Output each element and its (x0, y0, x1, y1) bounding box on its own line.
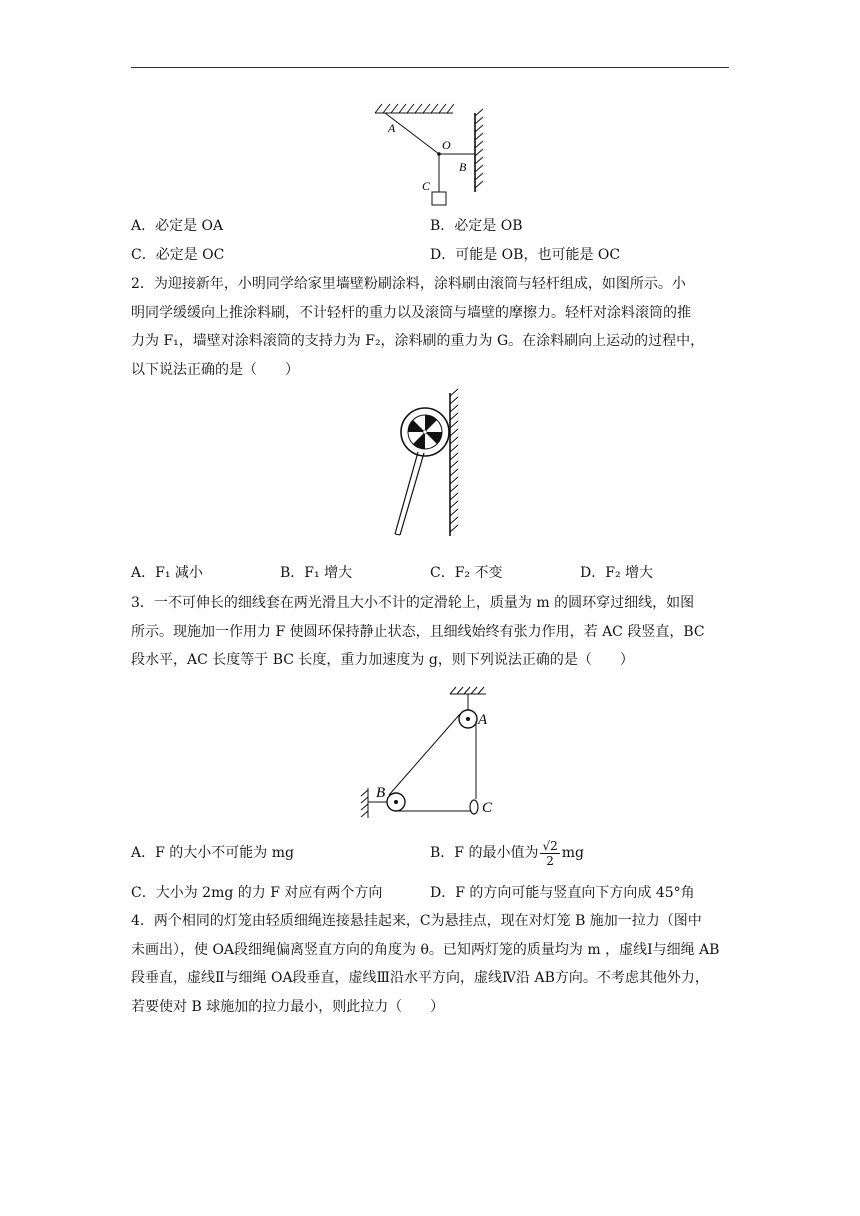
q2-option-c[interactable]: C．F₂ 不变 (430, 565, 503, 581)
q3-option-a[interactable]: A．F 的大小不可能为 mg (131, 845, 294, 861)
q2-option-a[interactable]: A．F₁ 减小 (131, 565, 203, 581)
q4-line: 4．两个相同的灯笼由轻质细绳连接悬挂起来，C为悬挂点，现在对灯笼 B 施加一拉力（图中 (131, 913, 702, 929)
q3-line: 所示。现施加一作用力 F 使圆环保持静止状态，且细线始终有张力作用，若 AC 段竖直，BC (131, 623, 705, 640)
q2-line: 2．为迎接新年，小明同学给家里墙壁粉刷涂料，涂料刷由滚筒与轻杆组成，如图所示。小 (131, 276, 686, 292)
q2-line: 力为 F₁，墙壁对涂料滚筒的支持力为 F₂，涂料刷的重力为 G。在涂料刷向上运动的过程中， (131, 333, 705, 349)
q2-line: 明同学缓缓向上推涂料刷，不计轻杆的重力以及滚筒与墙壁的摩擦力。轻杆对涂料滚筒的推 (131, 304, 691, 321)
q1-option-b[interactable]: B．必定是 OB (430, 218, 523, 234)
q3-figure (360, 686, 510, 822)
q3-option-b-numerator: √2 (542, 838, 558, 853)
q2-line: 以下说法正确的是（ ） (131, 361, 299, 378)
q2-option-b[interactable]: B．F₁ 增大 (280, 565, 353, 581)
q3-label-a: A (478, 712, 488, 728)
q1-label-a: A (388, 121, 396, 135)
q3-option-b-suffix: mg (561, 845, 584, 861)
q4-line: 段垂直，虚线Ⅱ与细绳 OA段垂直，虚线Ⅲ沿水平方向，虚线Ⅳ沿 AB方向。不考虑其他外力， (131, 970, 709, 986)
q1-option-a[interactable]: A．必定是 OA (131, 218, 224, 234)
q2-option-d[interactable]: D．F₂ 增大 (580, 565, 654, 581)
q3-option-b-prefix: B．F 的最小值为 (430, 845, 539, 861)
header-rule (131, 67, 729, 68)
q1-label-b: B (459, 160, 467, 174)
q3-label-c: C (482, 800, 493, 816)
q3-option-d[interactable]: D．F 的方向可能与竖直向下方向成 45°角 (430, 885, 695, 901)
q2-figure (390, 388, 470, 540)
q4-line: 若要使对 B 球施加的拉力最小，则此拉力（ ） (131, 998, 445, 1015)
q1-option-d[interactable]: D．可能是 OB，也可能是 OC (430, 247, 621, 263)
q1-figure (360, 100, 500, 210)
q3-line: 3．一不可伸长的细线套在两光滑且大小不计的定滑轮上，质量为 m 的圆环穿过细线，如图 (131, 595, 695, 611)
q4-stem (131, 907, 731, 1021)
q3-option-c[interactable]: C．大小为 2mg 的力 F 对应有两个方向 (131, 885, 383, 901)
q1-label-o: O (442, 138, 451, 152)
q3-option-b[interactable] (430, 832, 584, 874)
q1-option-c[interactable]: C．必定是 OC (131, 247, 225, 263)
q3-line: 段水平，AC 长度等于 BC 长度，重力加速度为 g，则下列说法正确的是（ ） (131, 652, 634, 668)
q3-label-b: B (376, 785, 386, 801)
q4-line: 未画出），使 OA段细绳偏离竖直方向的角度为 θ。已知两灯笼的质量均为 m ，虚线Ⅰ与细绳 AB (131, 941, 720, 958)
q2-stem (131, 270, 731, 384)
q3-option-b-denominator: 2 (546, 853, 554, 868)
q1-label-c: C (422, 179, 431, 193)
q3-option-b-fraction (540, 839, 559, 868)
q3-stem (131, 589, 731, 675)
